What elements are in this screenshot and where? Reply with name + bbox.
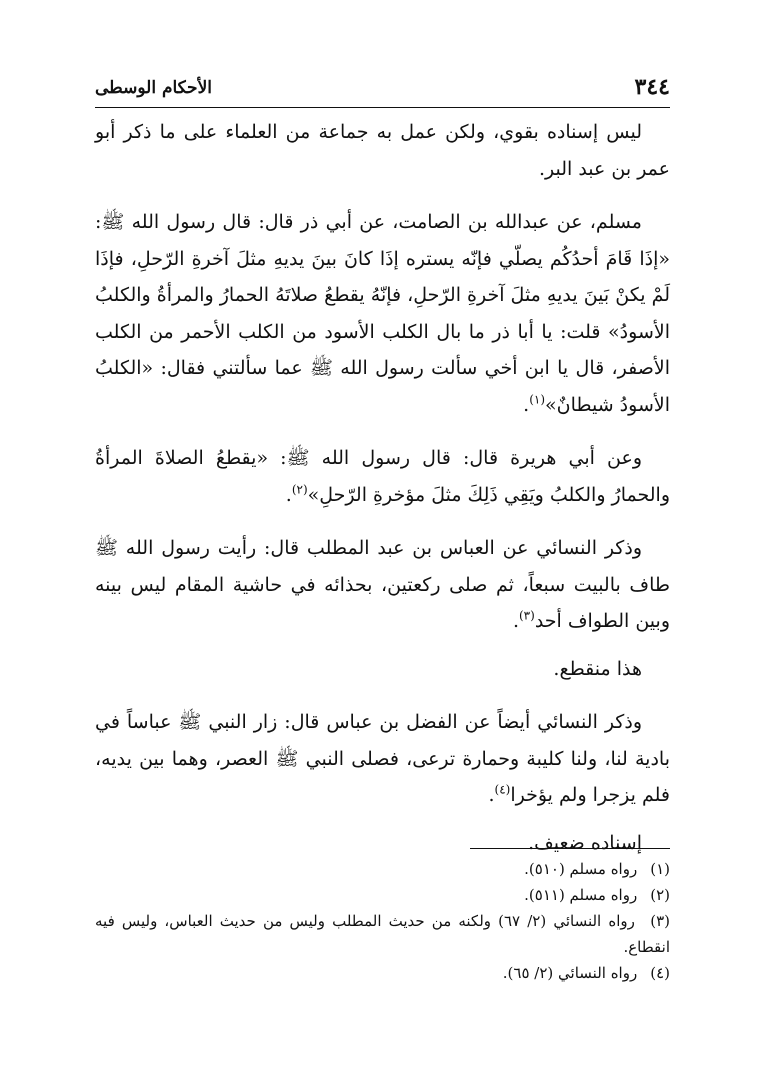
paragraph-4: وذكر النسائي عن العباس بن عبد المطلب قال: رأيت رسول الله ﷺ طاف بالبيت سبعاً، ثم صلى ركعتين، بحذائه في حاشية المقام ليس بينه وبين الطواف أحد$^{(٣)}$. bbox=[95, 537, 670, 632]
footnote-text: رواه مسلم (٥١٠). bbox=[524, 860, 638, 878]
footnote-text: رواه النسائي (٢/ ٦٧) ولكنه من حديث المطلب وليس من حديث العباس، وليس فيه انقطاع. bbox=[95, 912, 670, 956]
paragraph-5: هذا منقطع. bbox=[553, 657, 642, 680]
footnotes bbox=[95, 856, 670, 986]
footnote-number: (٤) bbox=[650, 964, 670, 982]
main-text bbox=[95, 114, 670, 861]
footnote-ref-2[interactable]: (٢) bbox=[291, 482, 308, 497]
running-title: الأحكام الوسطى bbox=[95, 78, 212, 98]
page-header bbox=[95, 74, 670, 104]
footnote-ref-1[interactable]: (١) bbox=[529, 392, 546, 407]
footnote-text: رواه مسلم (٥١١). bbox=[524, 886, 638, 904]
page-number: ٣٤٤ bbox=[634, 74, 670, 100]
paragraph-3: وعن أبي هريرة قال: قال رسول الله ﷺ: «يقطعُ الصلاةَ المرأةُ والحمارُ والكلبُ ويَقِي ذَلِكَ مثلَ مؤخرةِ الرّحلِ»$^{(٢)}$. bbox=[95, 447, 670, 506]
paragraph-2: مسلم، عن عبدالله بن الصامت، عن أبي ذر قال: قال رسول الله ﷺ: «إذَا قَامَ أحدُكُم يصلّي فإنّه يستره إذَا كانَ بينَ يديهِ مثلَ آخرةِ الرّحلِ، فإذَا لَمْ يكنْ بَينَ يديهِ مثلَ آخرةِ الرّحلِ، فإنّهُ يقطعُ صلاتَهُ الحمارُ والمرأةُ والكلبُ الأسودُ» قلت: يا أبا ذر ما بال الكلب الأسود من الكلب الأحمر من الكلب الأصفر، قال يا ابن أخي سألت رسول الله ﷺ عما سألتني فقال: «الكلبُ الأسودُ شيطانٌ»$^{(١)}$. bbox=[95, 211, 670, 416]
paragraph-6: وذكر النسائي أيضاً عن الفضل بن عباس قال: زار النبي ﷺ عباساً في بادية لنا، ولنا كليبة وحمارة ترعى، فصلى النبي ﷺ العصر، وهما بين يديه، فلم يزجرا ولم يؤخرا$^{(٤)}$. bbox=[95, 711, 670, 806]
footnote-ref-3[interactable]: (٣) bbox=[518, 608, 535, 623]
paragraph-1: ليس إسناده بقوي، ولكن عمل به جماعة من العلماء على ما ذكر أبو عمر بن عبد البر. bbox=[95, 121, 670, 180]
header-rule bbox=[95, 107, 670, 108]
footnote-ref-4[interactable]: (٤) bbox=[494, 782, 511, 797]
footnote-2 bbox=[95, 882, 670, 908]
footnote-1 bbox=[95, 856, 670, 882]
footnote-rule bbox=[470, 848, 670, 849]
paragraph-7: إسناده ضعيف. bbox=[528, 831, 642, 854]
footnote-4 bbox=[95, 960, 670, 986]
footnote-number: (١) bbox=[650, 860, 670, 878]
footnote-number: (٢) bbox=[650, 886, 670, 904]
footnote-text: رواه النسائي (٢/ ٦٥). bbox=[502, 964, 638, 982]
footnote-3 bbox=[95, 908, 670, 960]
footnote-number: (٣) bbox=[650, 912, 670, 930]
